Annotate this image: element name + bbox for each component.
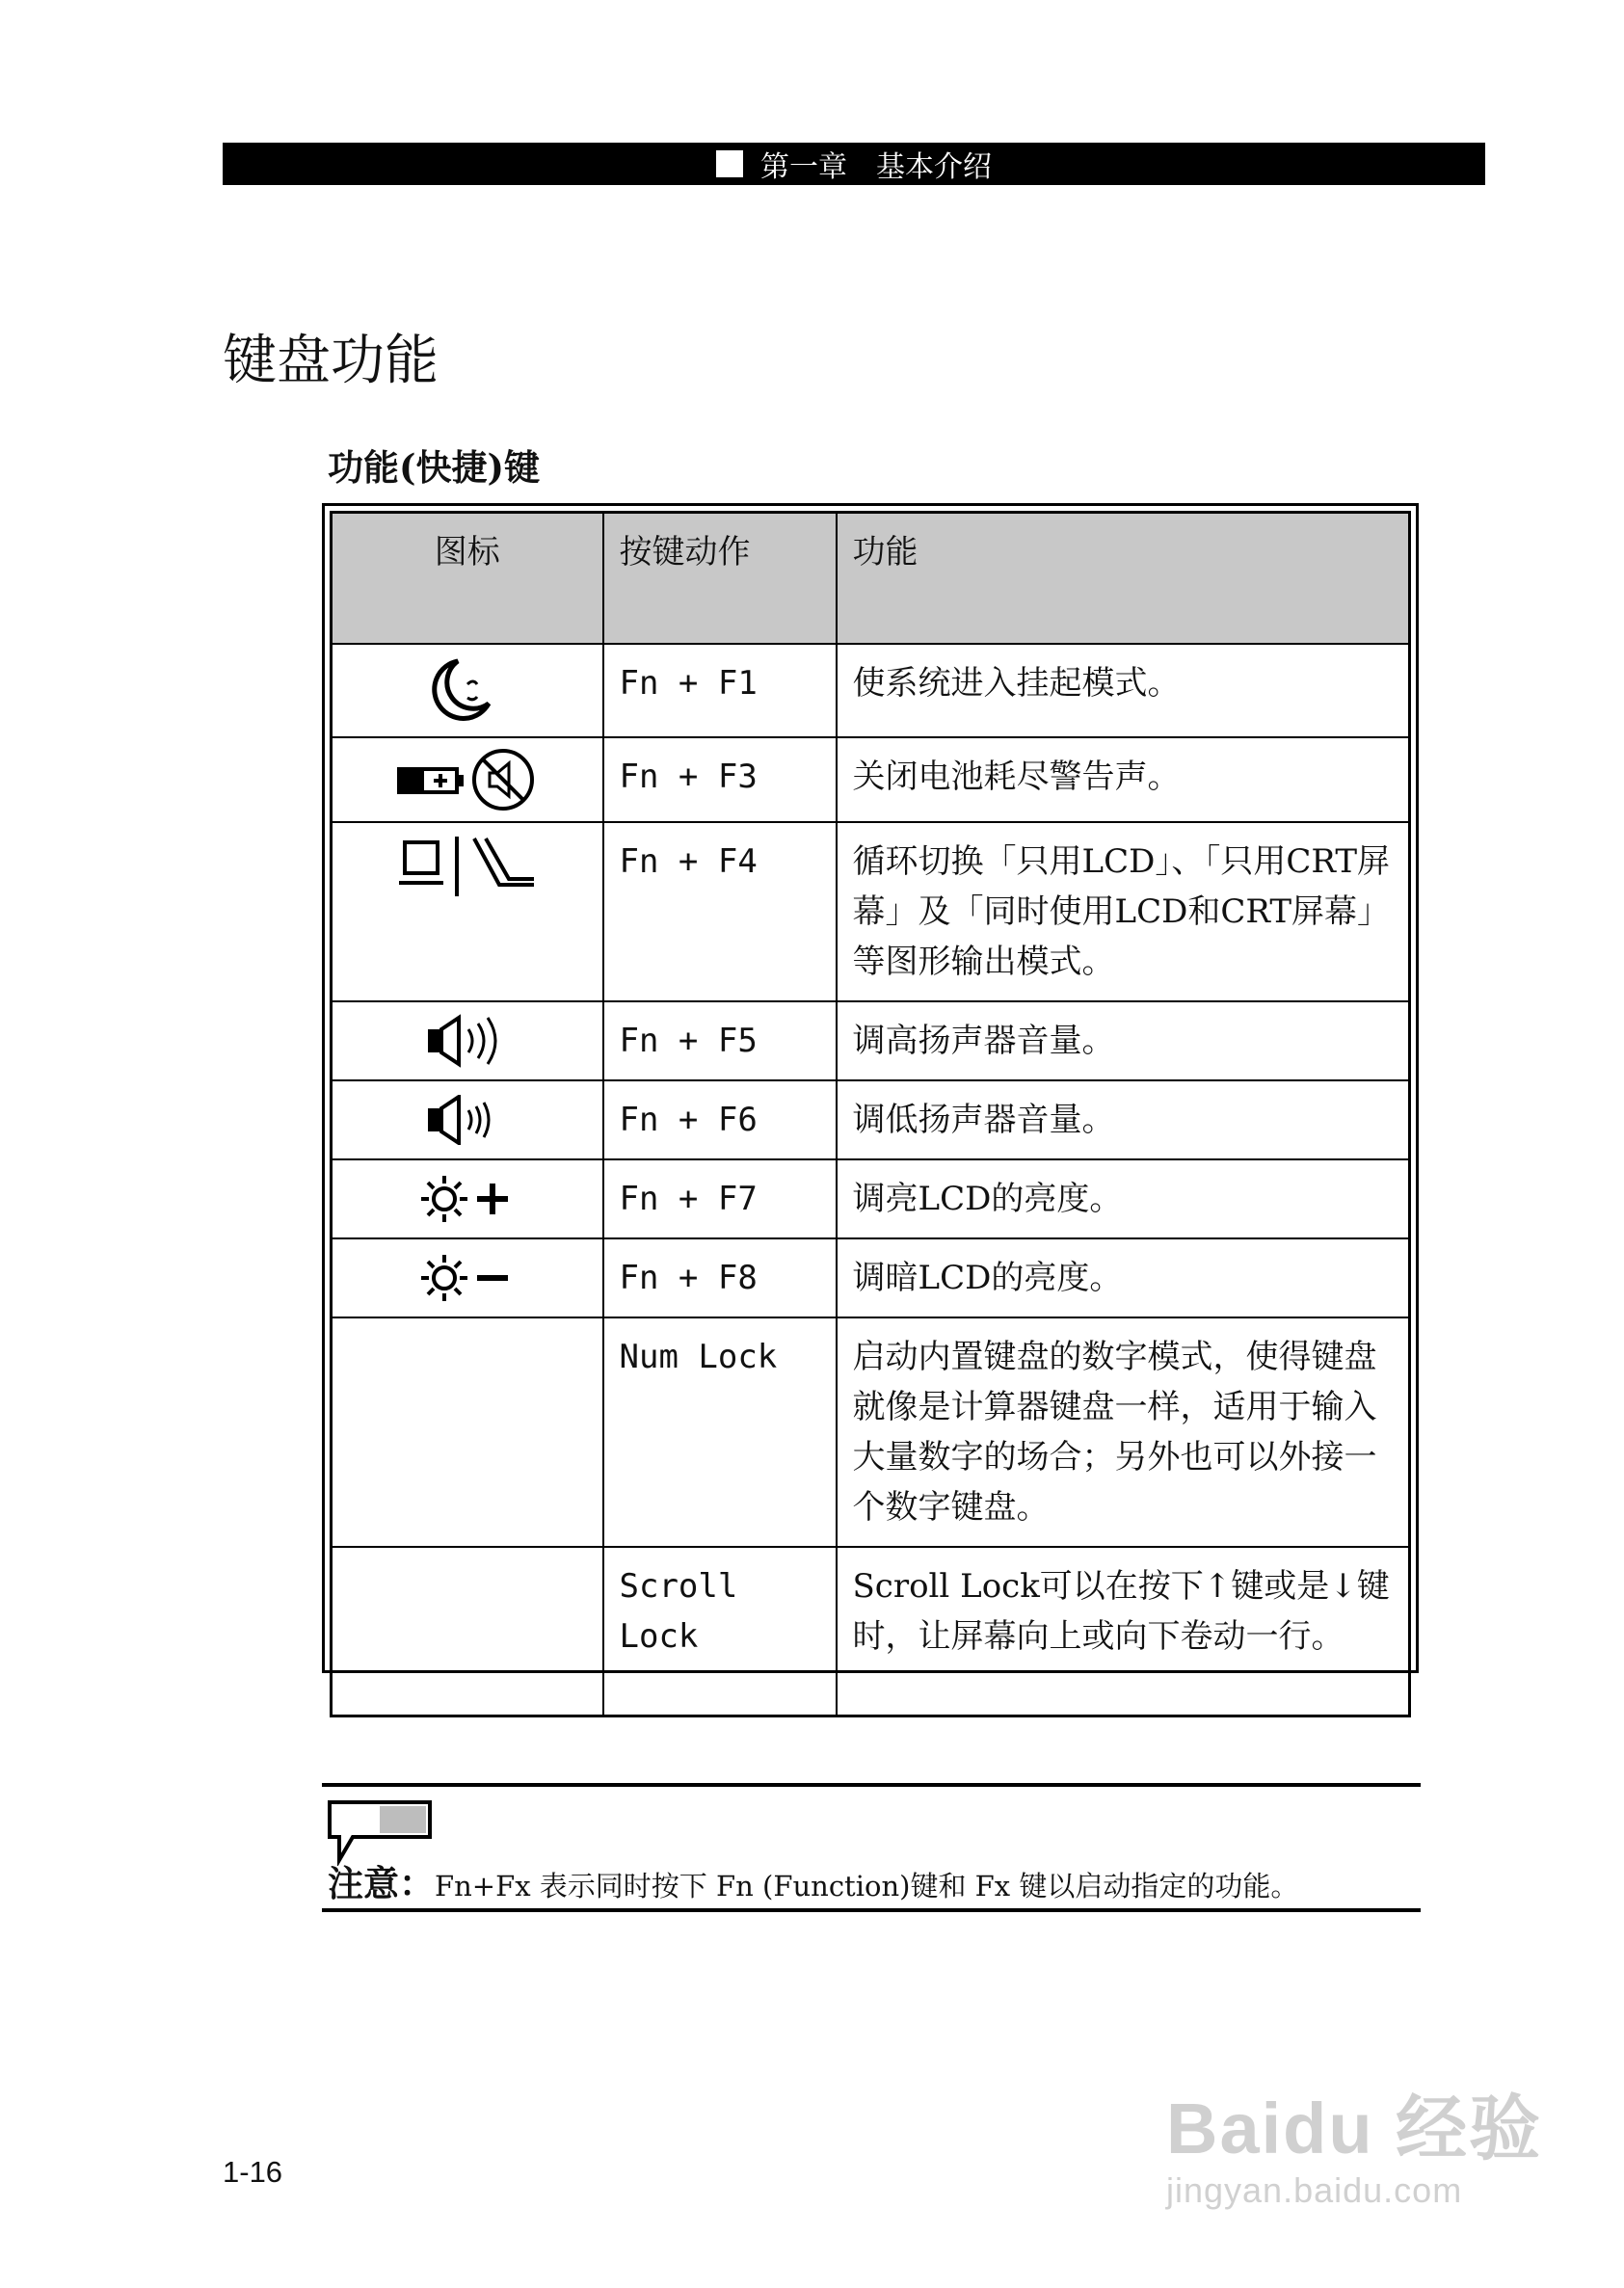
action-cell: Fn + F3 xyxy=(603,737,837,822)
function-key-table xyxy=(330,511,1411,1717)
watermark xyxy=(1166,2072,1542,2211)
table-row xyxy=(332,737,1410,822)
function-cell: 调亮LCD的亮度。 xyxy=(837,1159,1410,1238)
function-cell: 调高扬声器音量。 xyxy=(837,1001,1410,1080)
table-header-row xyxy=(332,513,1410,644)
function-cell: 关闭电池耗尽警告声。 xyxy=(837,737,1410,822)
watermark-url: jingyan.baidu.com xyxy=(1166,2170,1463,2210)
brightness-down-icon xyxy=(419,1251,516,1305)
section-title: 键盘功能 xyxy=(223,330,439,392)
display-switch-icon xyxy=(395,833,540,900)
subsection-title: 功能(快捷)键 xyxy=(328,446,541,489)
watermark-logo: Baidu 经验 xyxy=(1166,2088,1543,2168)
action-cell: Fn + F5 xyxy=(603,1001,837,1080)
note-rule-bottom xyxy=(322,1908,1421,1912)
table-row xyxy=(332,1080,1410,1159)
action-cell: Fn + F4 xyxy=(603,822,837,1001)
table-row xyxy=(332,644,1410,737)
action-cell: Fn + F7 xyxy=(603,1159,837,1238)
note-rule-top xyxy=(322,1783,1421,1787)
function-cell: 调低扬声器音量。 xyxy=(837,1080,1410,1159)
function-cell: 启动内置键盘的数字模式，使得键盘就像是计算器键盘一样，适用于输入大量数字的场合；另外也可以外接一个数字键盘。 xyxy=(837,1317,1410,1547)
header-icon: 图标 xyxy=(332,513,603,644)
chapter-title: 第一章 基本介绍 xyxy=(760,150,992,184)
table-row xyxy=(332,1238,1410,1317)
note-body: Fn+Fx 表示同时按下 Fn (Function)键和 Fx 键以启动指定的功能。 xyxy=(435,1870,1299,1902)
table-row xyxy=(332,1317,1410,1547)
volume-up-icon xyxy=(424,1014,511,1068)
icon-cell xyxy=(332,822,603,1001)
function-cell: 循环切换「只用LCD」、「只用CRT屏幕」及「同时使用LCD和CRT屏幕」等图形输出模式。 xyxy=(837,822,1410,1001)
function-key-table-frame xyxy=(322,503,1419,1673)
action-cell: Fn + F8 xyxy=(603,1238,837,1317)
icon-cell xyxy=(332,1317,603,1547)
function-cell: 使系统进入挂起模式。 xyxy=(837,644,1410,737)
icon-cell xyxy=(332,1547,603,1716)
chapter-header-bar xyxy=(223,143,1485,185)
icon-cell xyxy=(332,1238,603,1317)
square-bullet-icon xyxy=(716,150,743,177)
icon-cell xyxy=(332,644,603,737)
function-cell: 调暗LCD的亮度。 xyxy=(837,1238,1410,1317)
battery-mute-icon xyxy=(395,746,540,813)
action-cell: Num Lock xyxy=(603,1317,837,1547)
header-action: 按键动作 xyxy=(603,513,837,644)
icon-cell xyxy=(332,1001,603,1080)
volume-down-icon xyxy=(424,1095,511,1145)
note-text xyxy=(328,1854,1298,1906)
action-cell: Scroll Lock xyxy=(603,1547,837,1716)
action-cell: Fn + F6 xyxy=(603,1080,837,1159)
table-row xyxy=(332,1547,1410,1716)
table-row xyxy=(332,822,1410,1001)
note-label: 注意： xyxy=(328,1862,435,1904)
action-cell: Fn + F1 xyxy=(603,644,837,737)
page-number: 1-16 xyxy=(223,2155,283,2189)
sleep-moon-icon xyxy=(429,652,506,729)
table-row xyxy=(332,1001,1410,1080)
icon-cell xyxy=(332,1080,603,1159)
function-cell: Scroll Lock可以在按下↑键或是↓键时，让屏幕向上或向下卷动一行。 xyxy=(837,1547,1410,1716)
brightness-up-icon xyxy=(419,1172,516,1226)
icon-cell xyxy=(332,737,603,822)
table-row xyxy=(332,1159,1410,1238)
header-function: 功能 xyxy=(837,513,1410,644)
icon-cell xyxy=(332,1159,603,1238)
